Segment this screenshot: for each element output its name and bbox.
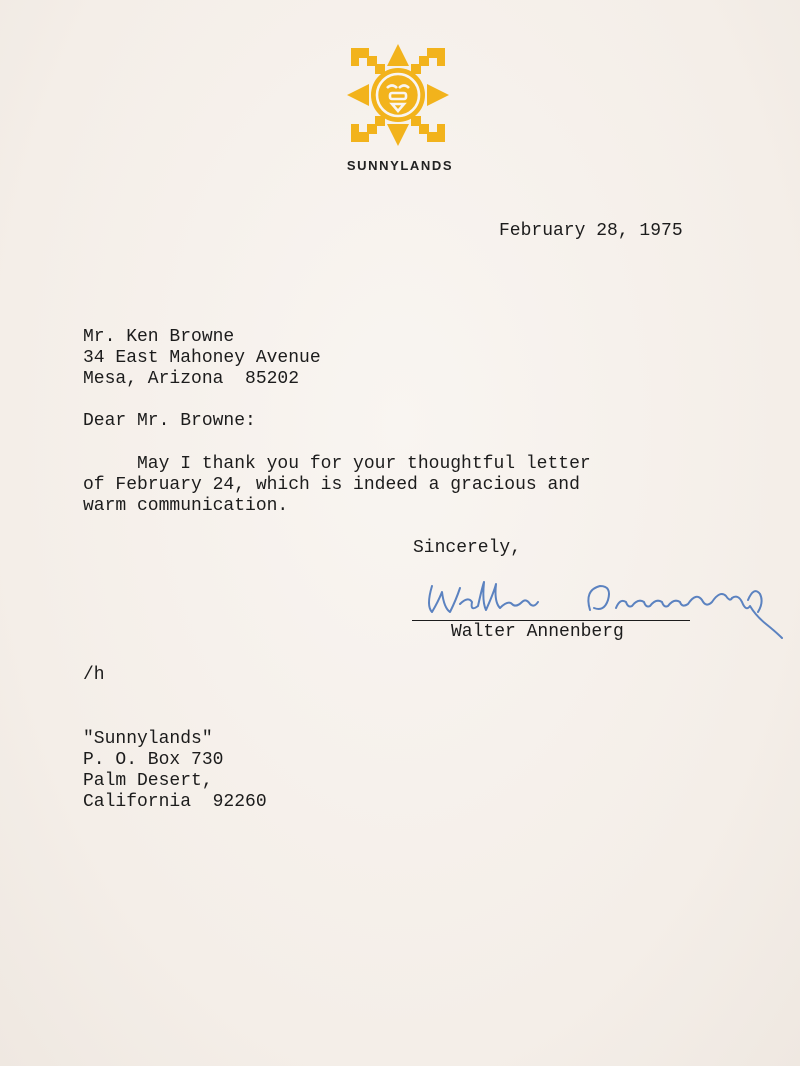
return-address-line: California 92260 xyxy=(83,792,267,812)
sunnylands-sun-logo-icon xyxy=(347,44,449,146)
salutation: Dear Mr. Browne: xyxy=(83,411,256,431)
recipient-name: Mr. Ken Browne xyxy=(83,327,235,347)
return-address xyxy=(83,729,267,813)
body-line: of February 24, which is indeed a gracious and xyxy=(83,475,580,495)
body-line: warm communication. xyxy=(83,496,289,516)
signature-line xyxy=(412,620,690,621)
return-address-line: "Sunnylands" xyxy=(83,729,213,749)
typist-initials: /h xyxy=(83,665,105,685)
return-address-line: P. O. Box 730 xyxy=(83,750,224,770)
recipient-street: 34 East Mahoney Avenue xyxy=(83,348,321,368)
letter-body xyxy=(83,454,591,517)
letterhead-brand: SUNNYLANDS xyxy=(346,158,454,173)
letter-date: February 28, 1975 xyxy=(499,221,683,241)
recipient-city: Mesa, Arizona 85202 xyxy=(83,369,300,389)
closing: Sincerely, xyxy=(413,538,522,558)
signer-name: Walter Annenberg xyxy=(451,622,624,642)
return-address-line: Palm Desert, xyxy=(83,771,213,791)
recipient-address xyxy=(83,327,321,390)
body-line: May I thank you for your thoughtful letter xyxy=(83,454,591,474)
